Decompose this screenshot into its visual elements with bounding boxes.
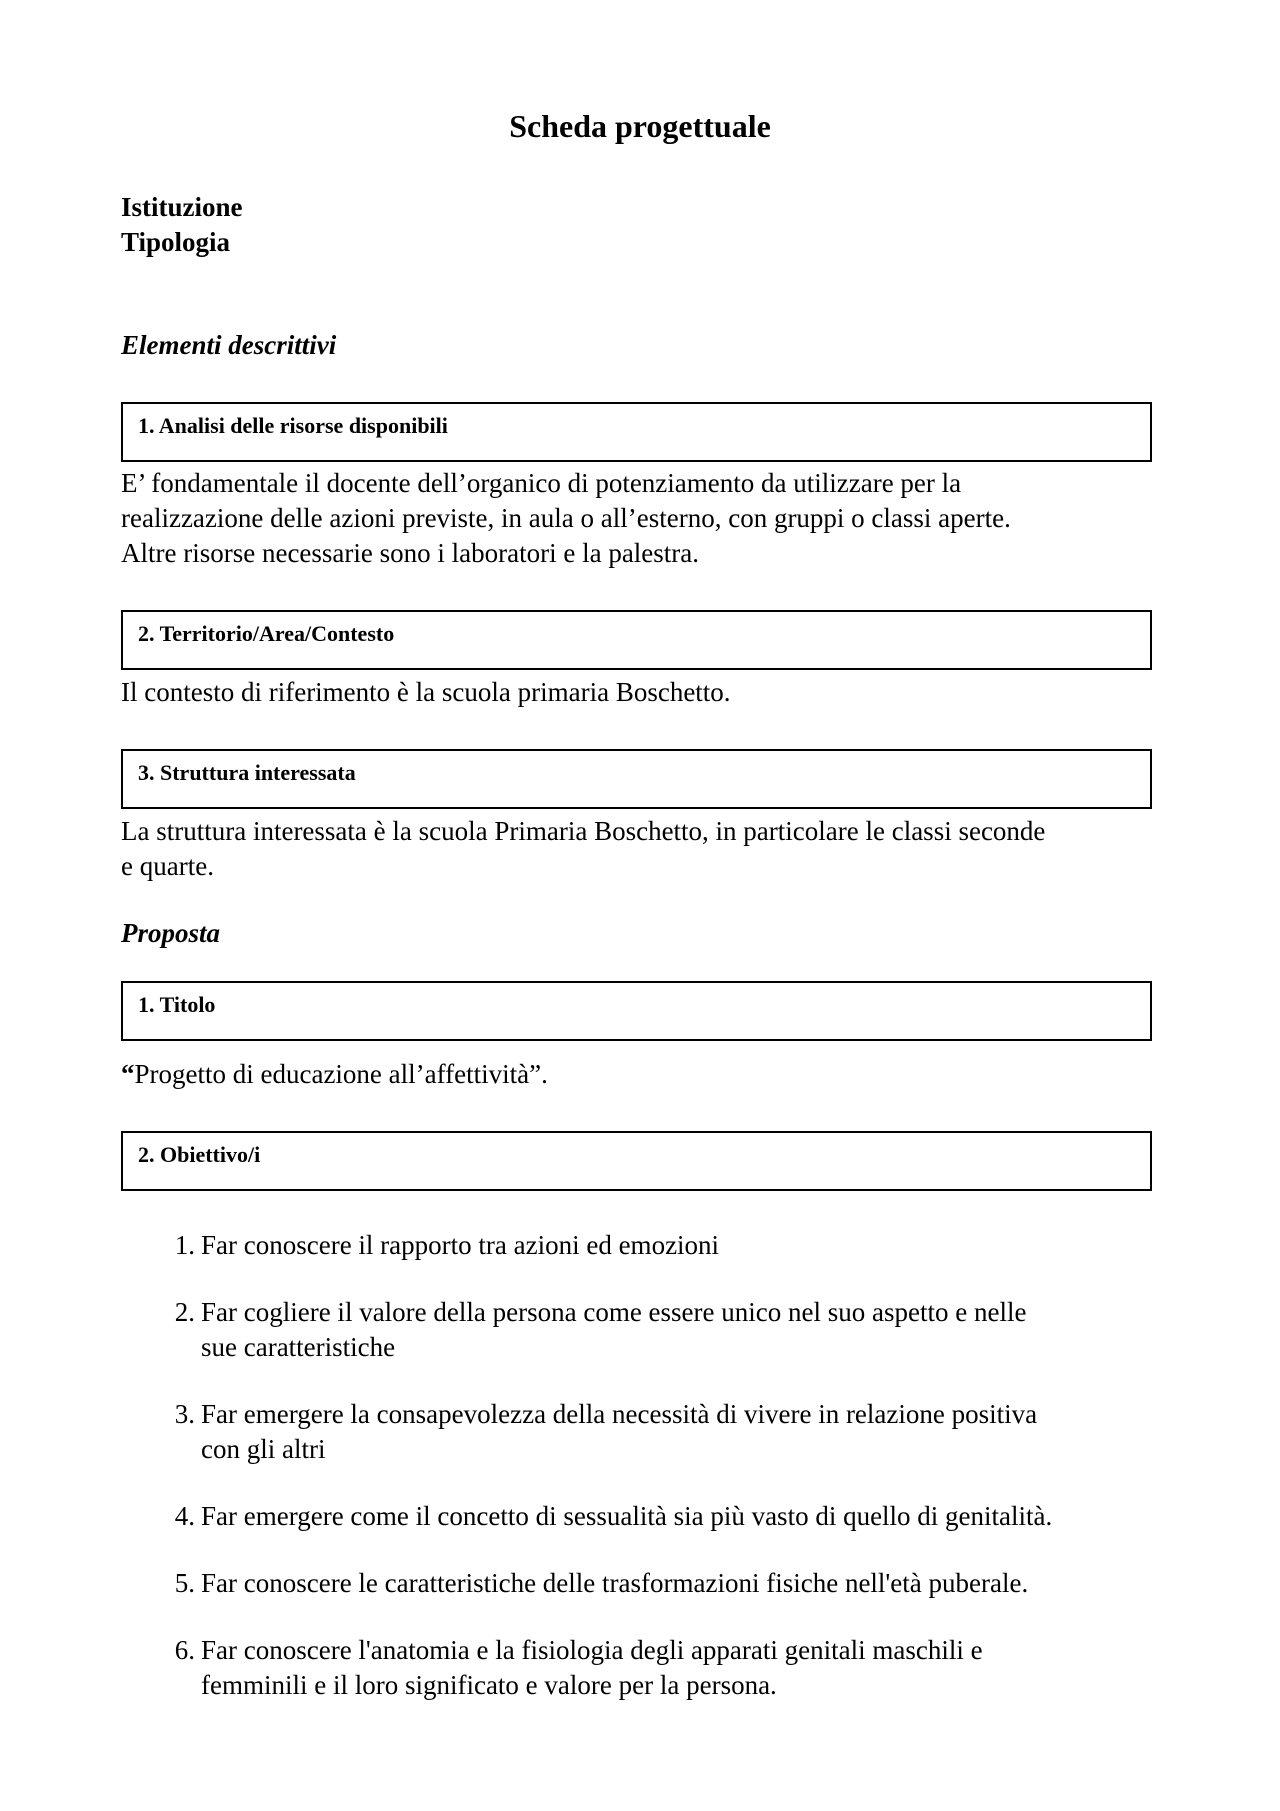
- objective-line: sue caratteristiche: [201, 1332, 396, 1362]
- objective-number: 5.: [174, 1568, 195, 1598]
- objective-line: Far emergere come il concetto di sessualità sia più vasto di quello di genitalità.: [201, 1501, 1053, 1531]
- meta-block: [121, 190, 243, 260]
- objective-line: Far conoscere il rapporto tra azioni ed emozioni: [201, 1230, 720, 1260]
- structure-line: e quarte.: [121, 851, 214, 881]
- objective-item: [121, 1633, 1201, 1703]
- project-title-text: [121, 1057, 1181, 1092]
- resources-label: 1. Analisi delle risorse disponibili: [138, 413, 448, 438]
- structure-line: La struttura interessata è la scuola Primaria Boschetto, in particolare le classi seconde: [121, 816, 1046, 846]
- objective-number: 4.: [174, 1501, 195, 1531]
- objective-line: Far conoscere le caratteristiche delle trasformazioni fisiche nell'età puberale.: [201, 1568, 1029, 1598]
- objective-line: Far emergere la consapevolezza della necessità di vivere in relazione positiva: [201, 1399, 1038, 1429]
- objective-item: [121, 1566, 1201, 1601]
- quote-open: “: [121, 1059, 135, 1089]
- objective-number: 3.: [174, 1399, 195, 1429]
- resources-text: [121, 466, 1181, 571]
- objective-item: [121, 1228, 1201, 1263]
- descriptive-heading: Elementi descrittivi: [121, 330, 337, 360]
- objective-line: Far conoscere l'anatomia e la fisiologia degli apparati genitali maschili e: [201, 1635, 983, 1665]
- resources-line: realizzazione delle azioni previste, in aula o all’esterno, con gruppi o classi aperte.: [121, 503, 1011, 533]
- objectives-box: [121, 1131, 1152, 1191]
- resources-line: E’ fondamentale il docente dell’organico di potenziamento da utilizzare per la: [121, 468, 962, 498]
- resources-line: Altre risorse necessarie sono i laboratori e la palestra.: [121, 538, 700, 568]
- structure-label: 3. Struttura interessata: [138, 760, 356, 785]
- project-title: Progetto di educazione all’affettività”.: [134, 1059, 548, 1089]
- objective-line: con gli altri: [201, 1434, 326, 1464]
- objective-item: [121, 1499, 1201, 1534]
- objectives-label: 2. Obiettivo/i: [138, 1142, 261, 1167]
- objective-number: 1.: [174, 1230, 195, 1260]
- structure-text: [121, 814, 1181, 884]
- proposal-heading: Proposta: [121, 918, 221, 948]
- objective-number: 6.: [174, 1635, 195, 1665]
- page-title: Scheda progettuale: [509, 108, 771, 144]
- title-box: [121, 981, 1152, 1041]
- structure-box: [121, 749, 1152, 809]
- objective-item: [121, 1295, 1201, 1365]
- resources-box: [121, 402, 1152, 462]
- territory-text: Il contesto di riferimento è la scuola primaria Boschetto.: [121, 677, 731, 707]
- type-label: Tipologia: [121, 227, 231, 257]
- title-label: 1. Titolo: [138, 992, 216, 1017]
- territory-label: 2. Territorio/Area/Contesto: [138, 621, 395, 646]
- objective-item: [121, 1397, 1201, 1467]
- objective-line: Far cogliere il valore della persona come essere unico nel suo aspetto e nelle: [201, 1297, 1027, 1327]
- objective-line: femminili e il loro significato e valore per la persona.: [201, 1670, 777, 1700]
- institution-label: Istituzione: [121, 192, 243, 222]
- territory-box: [121, 610, 1152, 670]
- objectives-list: [121, 1228, 1201, 1735]
- objective-number: 2.: [174, 1297, 195, 1327]
